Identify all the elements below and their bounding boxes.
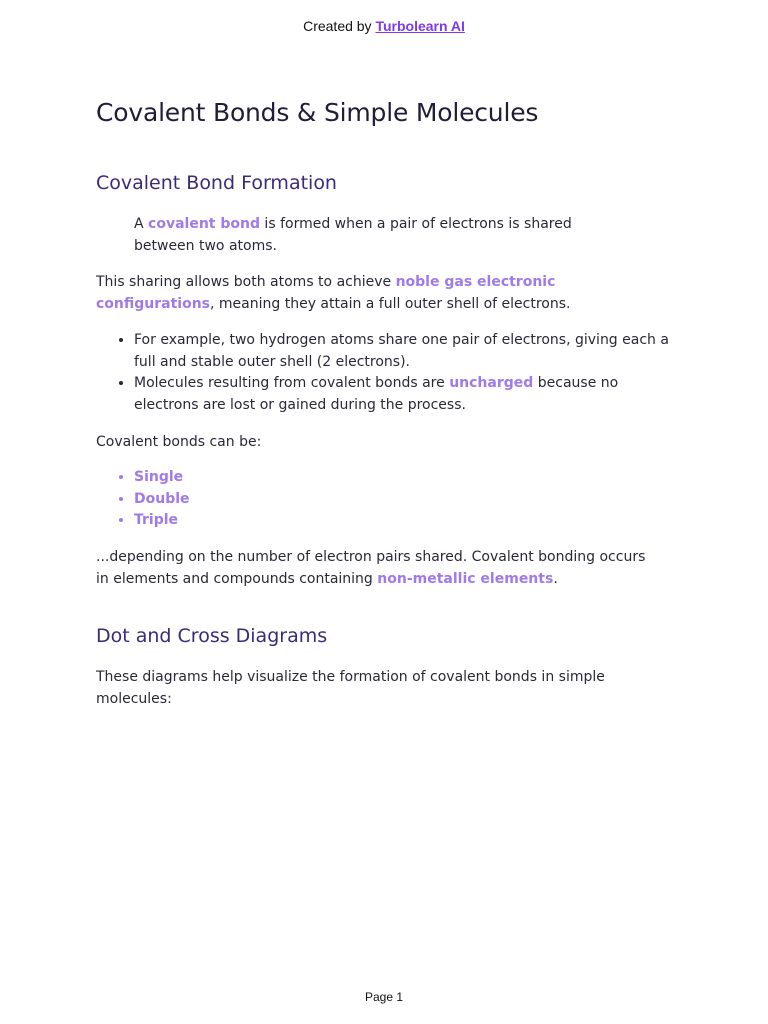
bullet-list-examples — [96, 330, 676, 416]
page-title: Covalent Bonds & Simple Molecules — [96, 98, 539, 127]
page-number: Page 1 — [364, 990, 404, 1004]
paragraph-nonmetals: ...depending on the number of electron pairs shared. Covalent bonding occurs in elements and compounds containing non-metallic elements. — [96, 549, 646, 587]
section-heading-dot-cross: Dot and Cross Diagrams — [96, 625, 328, 647]
paragraph-bond-types-intro: Covalent bonds can be: — [96, 434, 262, 450]
definition-quote: A covalent bond is formed when a pair of electrons is shared between two atoms. — [134, 216, 572, 254]
bond-types-list — [96, 467, 190, 532]
term-uncharged: uncharged — [449, 375, 534, 391]
section-heading-bond-formation: Covalent Bond Formation — [96, 172, 337, 194]
list-item-single: • Single — [134, 467, 190, 489]
page-header — [0, 18, 768, 34]
list-item-double: • Double — [134, 489, 190, 511]
term-noble-gas: noble gas electronic configurations — [96, 274, 556, 312]
list-item: • For example, two hydrogen atoms share one pair of electrons, giving each a full and stable outer shell (2 electrons). — [134, 330, 676, 373]
term-non-metallic: non-metallic elements — [377, 571, 554, 587]
paragraph-diagrams-intro: These diagrams help visualize the formation of covalent bonds in simple molecules: — [96, 669, 605, 707]
list-item: • Molecules resulting from covalent bonds are uncharged because no electrons are lost or gained during the process. — [134, 373, 676, 416]
term-covalent-bond: covalent bond — [148, 216, 260, 232]
list-item-triple: • Triple — [134, 510, 190, 532]
turbolearn-link[interactable]: Turbolearn AI — [375, 18, 465, 34]
header-prefix: Created by — [303, 18, 376, 34]
paragraph-noble-gas: This sharing allows both atoms to achieve noble gas electronic configurations, meaning they attain a full outer shell of electrons. — [96, 274, 571, 312]
